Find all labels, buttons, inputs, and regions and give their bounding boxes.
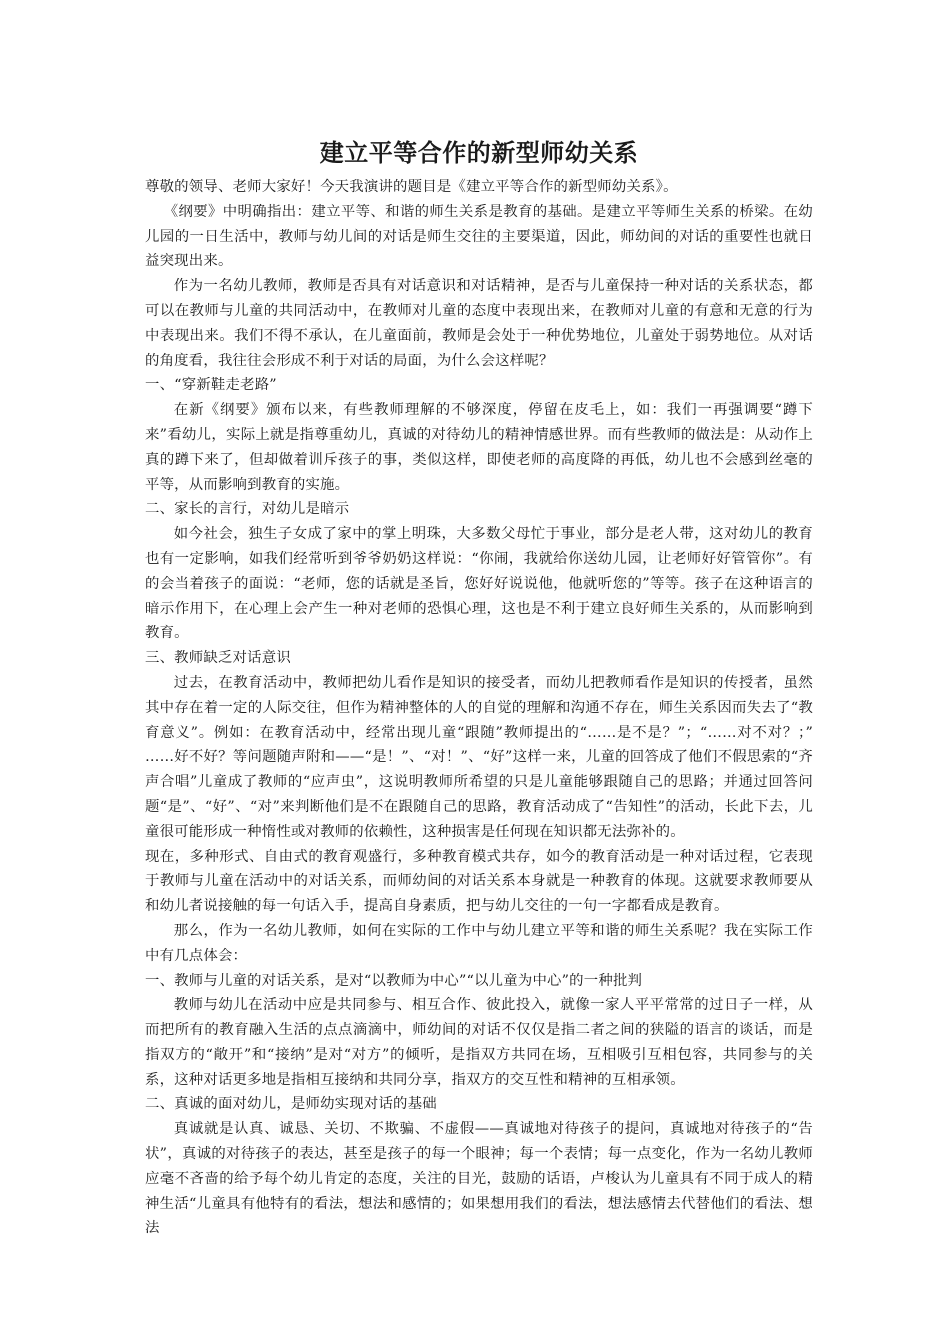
paragraph: 在新《纲要》颁布以来，有些教师理解的不够深度，停留在皮毛上，如：我们一再强调要“蹲下来”看幼儿，实际上就是指尊重幼儿，真诚的对待幼儿的精神情感世界。而有些教师的做法是：从动作上真的蹲下来了，但却做着训斥孩子的事，类似这样，即使老师的高度降的再低，幼儿也不会感到丝毫的平等，从而影响到教育的实施。: [145, 402, 813, 493]
paragraph: 作为一名幼儿教师，教师是否具有对话意识和对话精神，是否与儿童保持一种对话的关系状态，都可以在教师与儿童的共同活动中，在教师对儿童的态度中表现出来，在教师对儿童的有意和无意的行为中表现出来。我们不得不承认，在儿童面前，教师是会处于一种优势地位，儿童处于弱势地位。从对话的角度看，我往往会形成不利于对话的局面，为什么会这样呢？: [145, 278, 813, 369]
paragraph: 过去，在教育活动中，教师把幼儿看作是知识的接受者，而幼儿把教师看作是知识的传授者，虽然其中存在着一定的人际交往，但作为精神整体的人的自觉的理解和沟通不存在，师生关系因而失去了“教育意义”。例如：在教育活动中，经常出现儿童“跟随”教师提出的“……是不是？”；“……对不对？；” ……好不好？等问题随声附和——“是！”、“对！”、“好”这样一来，儿童的回答成了他们不假思索的“齐声合唱”儿童成了教师的“应声虫”，这说明教师所希望的只是儿童能够跟随自己的思路；并通过回答问题“是”、“好”、“对”来判断他们是不在跟随自己的思路，教育活动成了“告知性”的活动，长此下去，儿童很可能形成一种惰性或对教师的依赖性，这种损害是任何现在知识都无法弥补的。: [145, 674, 813, 840]
paragraph: 现在，多种形式、自由式的教育观盛行，多种教育模式共存，如今的教育活动是一种对话过程，它表现于教师与儿童在活动中的对话关系，而师幼间的对话关系本身就是一种教育的体现。这就要求教师要从和幼儿者说接触的每一句话入手，提高自身素质，把与幼儿交往的一句一字都看成是教育。: [145, 848, 813, 915]
document-page: [145, 133, 813, 1241]
paragraph: 那么，作为一名幼儿教师，如何在实际的工作中与幼儿建立平等和谐的师生关系呢？我在实际工作中有几点体会：: [145, 922, 813, 964]
document-title: 建立平等合作的新型师幼关系: [319, 138, 639, 167]
greeting-paragraph: 尊敬的领导、老师大家好！今天我演讲的题目是《建立平等合作的新型师幼关系》。: [145, 179, 678, 195]
paragraph: 《纲要》中明确指出：建立平等、和谐的师生关系是教育的基础。是建立平等师生关系的桥梁。在幼儿园的一日生活中，教师与幼儿间的对话是师生交往的主要渠道，因此，师幼间的对话的重要性也就日益突现出来。: [145, 203, 813, 270]
paragraph: 教师与幼儿在活动中应是共同参与、相互合作、彼此投入，就像一家人平平常常的过日子一样，从而把所有的教育融入生活的点点滴滴中，师幼间的对话不仅仅是指二者之间的狭隘的语言的谈话，而是指双方的“敞开”和“接纳”是对“对方”的倾听，是指双方共同在场，互相吸引互相包容，共同参与的关系，这种对话更多地是指相互接纳和共同分享，指双方的交互性和精神的互相承领。: [145, 997, 813, 1088]
section-heading: 二、真诚的面对幼儿，是师幼实现对话的基础: [145, 1096, 437, 1113]
section-heading: 三、教师缺乏对话意识: [145, 650, 291, 667]
section-heading: 一、“穿新鞋走老路”: [145, 377, 277, 394]
paragraph: 真诚就是认真、诚恳、关切、不欺骗、不虚假——真诚地对待孩子的提问，真诚地对待孩子的“告状”，真诚的对待孩子的表达，甚至是孩子的每一个眼神；每一个表情；每一点变化，作为一名幼儿教师应毫不吝啬的给予每个幼儿肯定的态度，关注的目光，鼓励的话语，卢梭认为儿童具有不同于成人的精神生活“儿童具有他特有的看法，想法和感情的；如果想用我们的看法，想法感情去代替他们的看法、想法: [145, 1121, 813, 1237]
section-heading: 一、教师与儿童的对话关系，是对“以教师为中心”“以儿童为中心”的一种批判: [145, 972, 643, 989]
section-heading: 二、家长的言行，对幼儿是暗示: [145, 501, 350, 518]
paragraph: 如今社会，独生子女成了家中的掌上明珠，大多数父母忙于事业，部分是老人带，这对幼儿的教育也有一定影响，如我们经常听到爷爷奶奶这样说：“你闹，我就给你送幼儿园，让老师好好管管你”。有的会当着孩子的面说：“老师，您的话就是圣旨，您好好说说他，他就听您的”等等。孩子在这种语言的暗示作用下，在心理上会产生一种对老师的恐惧心理，这也是不利于建立良好师生关系的，从而影响到教育。: [145, 526, 813, 642]
